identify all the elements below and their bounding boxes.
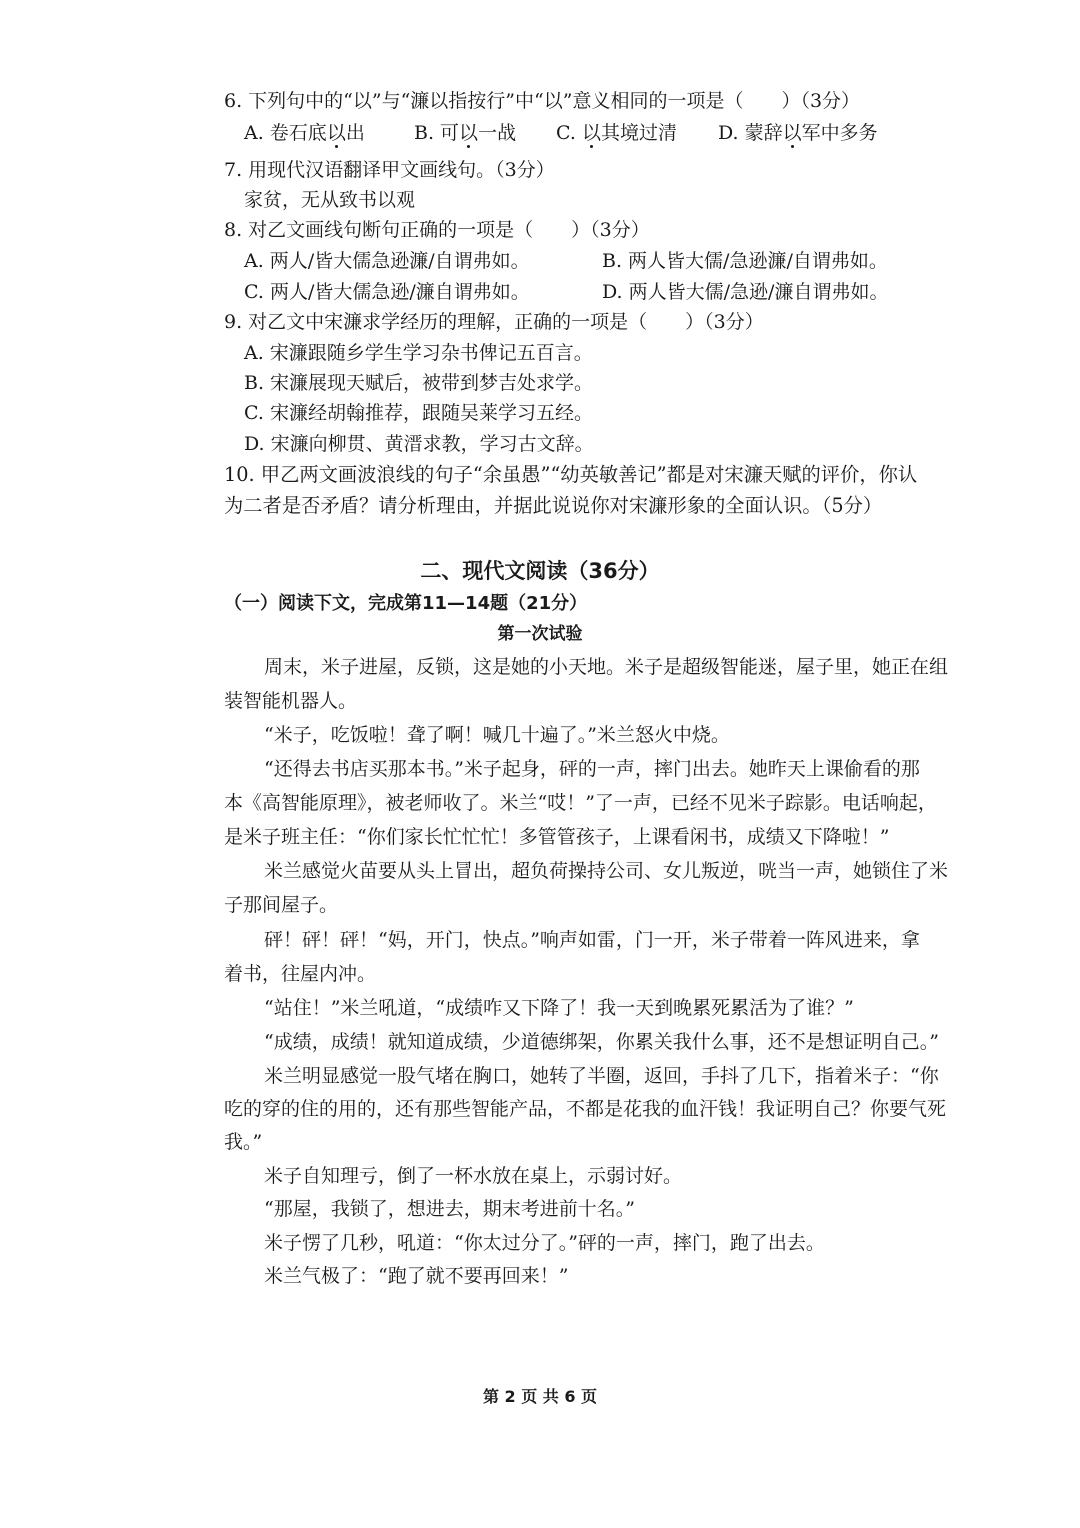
story-paragraph: “那屋，我锁了，想进去，期末考进前十名。” [264, 1198, 635, 1220]
q7-stem: 7. 用现代汉语翻译甲文画线句。（3分） [224, 159, 555, 181]
q7-sentence: 家贫，无从致书以观 [244, 189, 416, 211]
q10-line2: 为二者是否矛盾？请分析理由，并据此说说你对宋濂形象的全面认识。（5分） [224, 494, 883, 517]
q9-option-b: B. 宋濂展现天赋后，被带到梦吉处求学。 [244, 372, 594, 394]
story-paragraph: “还得去书店买那本书。”米子起身，砰的一声，摔门出去。她昨天上课偷看的那 [264, 758, 920, 780]
q8-option-c: C. 两人/皆大儒急逊/濂自谓弗如。 [244, 281, 530, 303]
section-heading: 二、现代文阅读（36分） [420, 559, 660, 583]
story-paragraph: 米子愣了几秒，吼道：“你太过分了。”砰的一声，摔门，跑了出去。 [264, 1232, 825, 1254]
story-paragraph: “站住！”米兰吼道，“成绩咋又下降了！我一天到晚累死累活为了谁？” [264, 997, 854, 1019]
story-paragraph-cont: 本《高智能原理》，被老师收了。米兰“哎！”了一声，已经不见米子踪影。电话响起， [224, 792, 937, 814]
story-paragraph-cont: 着书，往屋内冲。 [224, 963, 377, 985]
q6-option-d: D. 蒙辞以军中多务 [718, 122, 878, 144]
story-paragraph: 米兰气极了：“跑了就不要再回来！” [264, 1265, 569, 1287]
q6-option-a: A. 卷石底以出 [244, 122, 365, 144]
story-paragraph: “成绩，成绩！就知道成绩，少道德绑架，你累关我什么事，还不是想证明自己。” [264, 1031, 939, 1053]
story-paragraph-cont: 我。” [224, 1131, 263, 1153]
q8-option-a: A. 两人/皆大儒急逊濂/自谓弗如。 [244, 250, 530, 272]
q8-stem: 8. 对乙文画线句断句正确的一项是（ ）（3分） [224, 219, 650, 241]
story-title: 第一次试验 [497, 624, 583, 644]
story-paragraph: 砰！砰！砰！“妈，开门，快点。”响声如雷，门一开，米子带着一阵风进来，拿 [264, 929, 920, 951]
q9-option-a: A. 宋濂跟随乡学生学习杂书俾记五百言。 [244, 342, 593, 364]
page-number: 第 2 页 共 6 页 [482, 1387, 598, 1406]
story-paragraph: 米兰明显感觉一股气堵在胸口，她转了半圈，返回，手抖了几下，指着米子：“你 [264, 1065, 939, 1087]
story-paragraph-cont: 装智能机器人。 [224, 690, 358, 712]
q9-option-d: D. 宋濂向柳贯、黄溍求教，学习古文辞。 [244, 433, 594, 455]
story-paragraph-cont: 吃的穿的住的用的，还有那些智能产品，不都是花我的血汗钱！我证明自己？你要气死 [224, 1098, 947, 1120]
story-paragraph: 米兰感觉火苗要从头上冒出，超负荷操持公司、女儿叛逆，咣当一声，她锁住了米 [264, 860, 949, 882]
q9-option-c: C. 宋濂经胡翰推荐，跟随吴莱学习五经。 [244, 402, 593, 424]
q8-option-b: B. 两人皆大儒/急逊濂/自谓弗如。 [602, 250, 888, 272]
q10-line1: 10. 甲乙两文画波浪线的句子“余虽愚”“幼英敏善记”都是对宋濂天赋的评价，你认 [224, 463, 918, 486]
q8-option-d: D. 两人皆大儒/急逊/濂自谓弗如。 [602, 281, 889, 303]
q6-option-c: C. 以其境过清 [556, 122, 677, 144]
story-paragraph: 周末，米子进屋，反锁，这是她的小天地。米子是超级智能迷，屋子里，她正在组 [264, 656, 949, 678]
story-paragraph: 米子自知理亏，倒了一杯水放在桌上，示弱讨好。 [264, 1165, 683, 1187]
q6-option-b: B. 可以一战 [414, 122, 517, 144]
story-paragraph-cont: 是米子班主任：“你们家长忙忙忙！多管管孩子，上课看闲书，成绩又下降啦！” [224, 826, 890, 848]
subsection-heading: （一）阅读下文，完成第11—14题（21分） [224, 593, 588, 614]
story-paragraph: “米子，吃饭啦！聋了啊！喊几十遍了。”米兰怒火中烧。 [264, 724, 730, 746]
q9-stem: 9. 对乙文中宋濂求学经历的理解，正确的一项是（ ）（3分） [224, 311, 764, 333]
story-paragraph-cont: 子那间屋子。 [224, 894, 339, 916]
q6-stem: 6. 下列句中的“以”与“濂以指按行”中“以”意义相同的一项是（ ）（3分） [224, 90, 861, 112]
